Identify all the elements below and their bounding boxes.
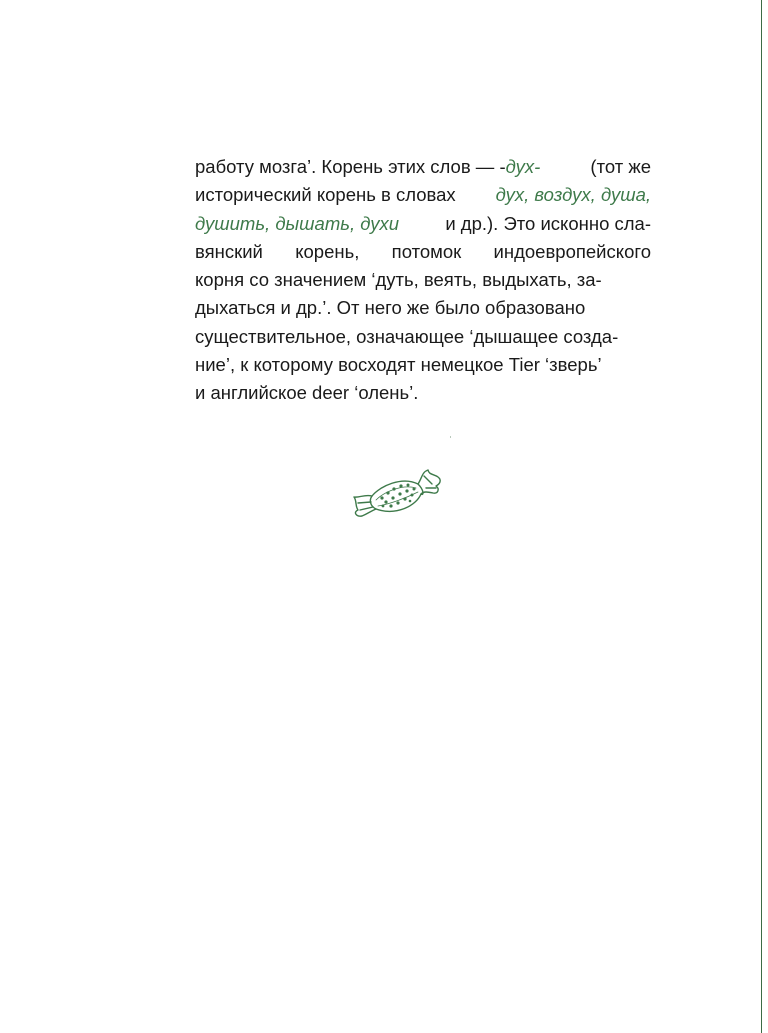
text-line-5 [195, 266, 651, 294]
page-edge-rule [761, 0, 762, 1033]
speck [450, 436, 451, 438]
body-paragraph [195, 153, 651, 408]
text-line-2 [195, 181, 651, 209]
example-words: дух, воздух, душа, [495, 184, 651, 206]
text-run: дыхаться и др.’. От него же было образовано [195, 297, 586, 319]
text-line-1 [195, 153, 651, 181]
text-line-4 [195, 238, 651, 266]
text-line-3 [195, 210, 651, 238]
root-term: дух- [505, 156, 541, 177]
text-run: (тот же [585, 156, 651, 177]
example-words: душить, дышать, духи [195, 212, 400, 234]
text-line-8 [195, 351, 651, 379]
text-line-6 [195, 294, 651, 322]
text-run: исторический корень в словах [195, 184, 461, 206]
word: корень, [295, 240, 360, 262]
candy-icon [350, 464, 445, 522]
text-run: существительное, означающее ‘дышащее созда- [195, 325, 619, 347]
text-run: ние’, к которому восходят немецкое Tier ‘зверь’ [195, 354, 602, 376]
text-run: и др.). Это исконно сла- [440, 212, 651, 234]
word: вянский [195, 240, 263, 262]
text-line-7 [195, 323, 651, 351]
word: индоевропейского [493, 240, 651, 262]
text-run: и английское deer ‘олень’. [195, 382, 419, 404]
text-line-9 [195, 379, 651, 407]
text-run: корня со значением ‘дуть, веять, выдыхать, за- [195, 269, 602, 291]
text-run: работу мозга’. Корень этих слов — - [195, 156, 506, 177]
word: потомок [391, 240, 462, 262]
